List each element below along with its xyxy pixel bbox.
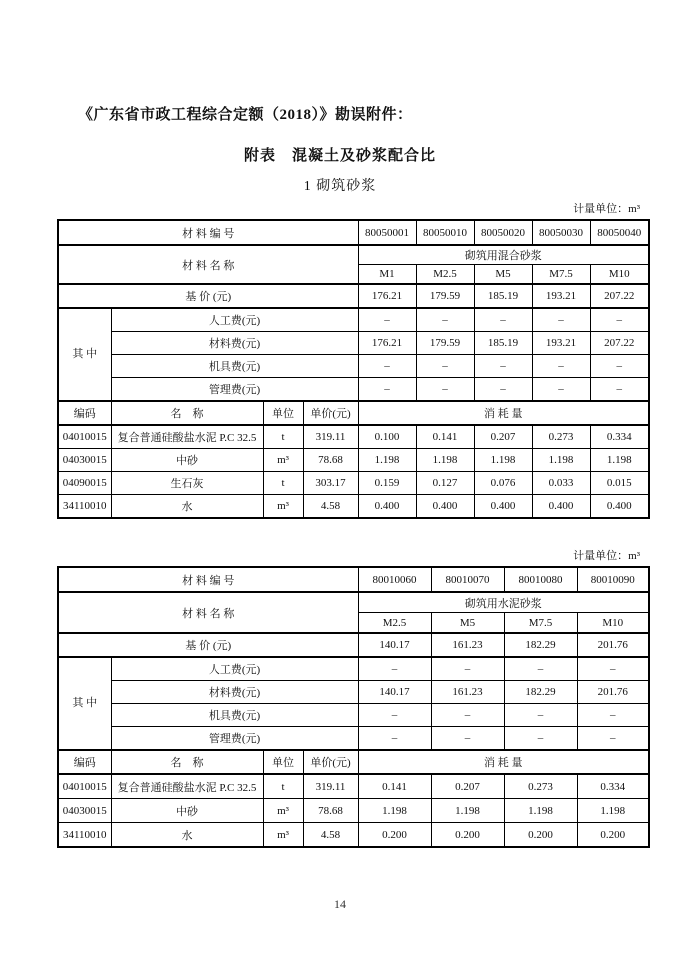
grade-cell: M2.5	[416, 265, 474, 285]
name-header: 名 称	[111, 401, 263, 425]
mixed-mortar-table	[57, 219, 650, 519]
material-fee-label: 材料费(元)	[111, 332, 358, 355]
consumption-value: 0.273	[532, 425, 590, 449]
materials-header-row	[58, 750, 649, 774]
material-row	[58, 495, 649, 519]
material-row	[58, 425, 649, 449]
unit-price-header: 单价(元)	[303, 401, 358, 425]
machine-fee-label: 机具费(元)	[111, 704, 358, 727]
labor-fee-label: 人工费(元)	[111, 657, 358, 681]
consumption-value: 1.198	[590, 449, 649, 472]
machine-fee-cell: –	[416, 355, 474, 378]
material-unit: t	[263, 472, 303, 495]
material-name: 中砂	[111, 799, 263, 823]
material-code: 34110010	[58, 495, 111, 519]
machine-fee-cell: –	[431, 704, 504, 727]
machine-fee-cell: –	[504, 704, 577, 727]
management-fee-cell: –	[577, 727, 649, 751]
consumption-value: 1.198	[474, 449, 532, 472]
mortar-type-row	[58, 592, 649, 613]
masonry-cement-mortar-block	[57, 547, 648, 848]
machine-fee-cell: –	[577, 704, 649, 727]
consumption-value: 1.198	[532, 449, 590, 472]
grade-cell: M10	[590, 265, 649, 285]
materials-header-row	[58, 401, 649, 425]
section-heading: 1 砌筑砂浆	[303, 179, 377, 194]
material-unit: m³	[263, 799, 303, 823]
management-fee-label: 管理费(元)	[111, 378, 358, 402]
material-fee-row	[58, 332, 649, 355]
machine-fee-row	[58, 704, 649, 727]
material-code-cell: 80050040	[590, 220, 649, 245]
material-fee-cell: 201.76	[577, 681, 649, 704]
consumption-value: 1.198	[431, 799, 504, 823]
material-unit: t	[263, 425, 303, 449]
material-name-label: 材 料 名 称	[58, 592, 358, 633]
material-code-cell: 80010070	[431, 567, 504, 592]
consumption-value: 1.198	[416, 449, 474, 472]
labor-fee-cell: –	[474, 308, 532, 332]
page-number: 14	[334, 897, 346, 911]
consumption-value: 0.207	[431, 774, 504, 799]
material-code-cell: 80010060	[358, 567, 431, 592]
consumption-value: 0.400	[532, 495, 590, 519]
material-code-label: 材 料 编 号	[58, 220, 358, 245]
material-price: 319.11	[303, 425, 358, 449]
management-fee-cell: –	[358, 378, 416, 402]
name-header: 名 称	[111, 750, 263, 774]
consumption-value: 0.400	[416, 495, 474, 519]
base-price-label: 基 价 (元)	[58, 284, 358, 308]
document-title: 《广东省市政工程综合定额（2018）》勘误附件：	[78, 107, 413, 123]
mortar-type-cell: 砌筑用水泥砂浆	[358, 592, 649, 613]
unit-header: 单位	[263, 401, 303, 425]
labor-fee-row	[58, 308, 649, 332]
consumption-value: 0.141	[416, 425, 474, 449]
material-unit: m³	[263, 823, 303, 848]
material-fee-cell: 176.21	[358, 332, 416, 355]
labor-fee-cell: –	[431, 657, 504, 681]
material-price: 78.68	[303, 799, 358, 823]
grade-cell: M1	[358, 265, 416, 285]
material-name: 水	[111, 823, 263, 848]
material-code-cell: 80050030	[532, 220, 590, 245]
consumption-value: 0.273	[504, 774, 577, 799]
base-price-cell: 140.17	[358, 633, 431, 657]
consumption-value: 0.015	[590, 472, 649, 495]
labor-fee-cell: –	[358, 308, 416, 332]
material-fee-cell: 193.21	[532, 332, 590, 355]
unit-price-header: 单价(元)	[303, 750, 358, 774]
machine-fee-cell: –	[532, 355, 590, 378]
material-price: 319.11	[303, 774, 358, 799]
material-row	[58, 823, 649, 848]
labor-fee-cell: –	[504, 657, 577, 681]
labor-fee-cell: –	[532, 308, 590, 332]
management-fee-cell: –	[532, 378, 590, 402]
management-fee-label: 管理费(元)	[111, 727, 358, 751]
material-code-cell: 80010090	[577, 567, 649, 592]
material-row	[58, 449, 649, 472]
consumption-value: 0.141	[358, 774, 431, 799]
material-name: 中砂	[111, 449, 263, 472]
labor-fee-cell: –	[416, 308, 474, 332]
machine-fee-cell: –	[358, 355, 416, 378]
material-code-label: 材 料 编 号	[58, 567, 358, 592]
consumption-value: 0.200	[504, 823, 577, 848]
consumption-value: 1.198	[358, 449, 416, 472]
material-fee-cell: 185.19	[474, 332, 532, 355]
management-fee-cell: –	[474, 378, 532, 402]
code-header: 编码	[58, 401, 111, 425]
labor-fee-cell: –	[358, 657, 431, 681]
consumption-value: 1.198	[577, 799, 649, 823]
material-code-cell: 80050020	[474, 220, 532, 245]
machine-fee-cell: –	[474, 355, 532, 378]
material-name: 复合普通硅酸盐水泥 P.C 32.5	[111, 774, 263, 799]
material-price: 4.58	[303, 495, 358, 519]
unit-note: 计量单位：m³	[573, 203, 640, 215]
management-fee-cell: –	[416, 378, 474, 402]
material-code: 04090015	[58, 472, 111, 495]
labor-fee-row	[58, 657, 649, 681]
material-name: 复合普通硅酸盐水泥 P.C 32.5	[111, 425, 263, 449]
unit-note: 计量单位：m³	[573, 550, 640, 562]
material-fee-cell: 179.59	[416, 332, 474, 355]
base-price-row	[58, 284, 649, 308]
material-name: 水	[111, 495, 263, 519]
cement-mortar-table	[57, 566, 650, 848]
base-price-cell: 201.76	[577, 633, 649, 657]
material-code: 04030015	[58, 799, 111, 823]
material-fee-label: 材料费(元)	[111, 681, 358, 704]
base-price-cell: 176.21	[358, 284, 416, 308]
consumption-value: 0.334	[577, 774, 649, 799]
masonry-mixed-mortar-block	[57, 200, 648, 519]
material-code-cell: 80050010	[416, 220, 474, 245]
grade-cell: M10	[577, 613, 649, 634]
consumption-value: 0.400	[590, 495, 649, 519]
management-fee-cell: –	[358, 727, 431, 751]
management-fee-cell: –	[504, 727, 577, 751]
consumption-value: 0.400	[474, 495, 532, 519]
base-price-label: 基 价 (元)	[58, 633, 358, 657]
consumption-value: 0.200	[577, 823, 649, 848]
material-name-label: 材 料 名 称	[58, 245, 358, 284]
consumption-value: 0.159	[358, 472, 416, 495]
base-price-cell: 193.21	[532, 284, 590, 308]
material-row	[58, 799, 649, 823]
material-code: 04010015	[58, 425, 111, 449]
unit-header: 单位	[263, 750, 303, 774]
consumption-header: 消 耗 量	[358, 401, 649, 425]
consumption-value: 1.198	[504, 799, 577, 823]
management-fee-row	[58, 378, 649, 402]
consumption-value: 0.334	[590, 425, 649, 449]
management-fee-cell: –	[431, 727, 504, 751]
management-fee-cell: –	[590, 378, 649, 402]
grade-cell: M7.5	[532, 265, 590, 285]
material-code-cell: 80010080	[504, 567, 577, 592]
consumption-value: 0.033	[532, 472, 590, 495]
labor-fee-cell: –	[577, 657, 649, 681]
machine-fee-label: 机具费(元)	[111, 355, 358, 378]
consumption-value: 0.200	[358, 823, 431, 848]
consumption-value: 0.076	[474, 472, 532, 495]
mortar-type-cell: 砌筑用混合砂浆	[358, 245, 649, 265]
grade-cell: M5	[431, 613, 504, 634]
grade-cell: M5	[474, 265, 532, 285]
consumption-value: 0.200	[431, 823, 504, 848]
material-fee-cell: 207.22	[590, 332, 649, 355]
among-label: 其 中	[58, 657, 111, 750]
material-fee-cell: 182.29	[504, 681, 577, 704]
base-price-row	[58, 633, 649, 657]
material-fee-cell: 140.17	[358, 681, 431, 704]
grade-cell: M2.5	[358, 613, 431, 634]
base-price-cell: 161.23	[431, 633, 504, 657]
base-price-cell: 207.22	[590, 284, 649, 308]
machine-fee-cell: –	[590, 355, 649, 378]
consumption-value: 0.127	[416, 472, 474, 495]
machine-fee-cell: –	[358, 704, 431, 727]
base-price-cell: 179.59	[416, 284, 474, 308]
consumption-value: 1.198	[358, 799, 431, 823]
material-price: 303.17	[303, 472, 358, 495]
material-fee-row	[58, 681, 649, 704]
base-price-cell: 182.29	[504, 633, 577, 657]
material-price: 4.58	[303, 823, 358, 848]
consumption-value: 0.207	[474, 425, 532, 449]
mortar-type-row	[58, 245, 649, 265]
material-name: 生石灰	[111, 472, 263, 495]
material-price: 78.68	[303, 449, 358, 472]
material-code-row	[58, 567, 649, 592]
machine-fee-row	[58, 355, 649, 378]
material-fee-cell: 161.23	[431, 681, 504, 704]
among-label: 其 中	[58, 308, 111, 401]
material-code-row	[58, 220, 649, 245]
material-row	[58, 472, 649, 495]
consumption-value: 0.100	[358, 425, 416, 449]
labor-fee-label: 人工费(元)	[111, 308, 358, 332]
management-fee-row	[58, 727, 649, 751]
consumption-header: 消 耗 量	[358, 750, 649, 774]
material-code: 34110010	[58, 823, 111, 848]
material-unit: m³	[263, 449, 303, 472]
base-price-cell: 185.19	[474, 284, 532, 308]
labor-fee-cell: –	[590, 308, 649, 332]
material-unit: m³	[263, 495, 303, 519]
material-code: 04030015	[58, 449, 111, 472]
material-unit: t	[263, 774, 303, 799]
material-code: 04010015	[58, 774, 111, 799]
code-header: 编码	[58, 750, 111, 774]
material-row	[58, 774, 649, 799]
grade-cell: M7.5	[504, 613, 577, 634]
material-code-cell: 80050001	[358, 220, 416, 245]
consumption-value: 0.400	[358, 495, 416, 519]
appendix-subtitle: 附表 混凝土及砂浆配合比	[243, 148, 436, 164]
